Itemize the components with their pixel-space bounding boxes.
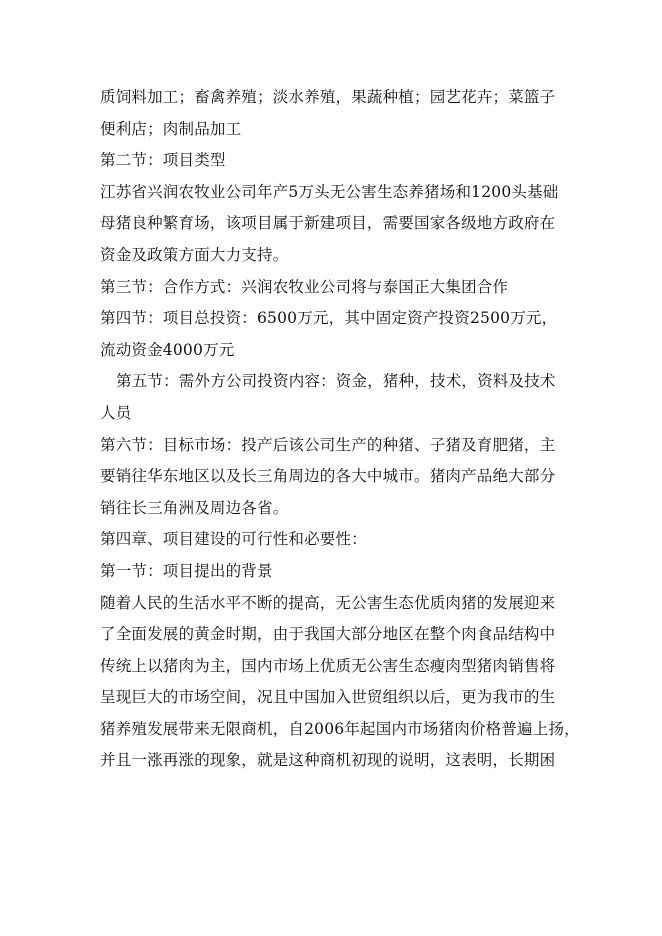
text-line: 母猪良种繁育场，该项目属于新建项目，需要国家各级地方政府在: [100, 214, 556, 233]
text-line: 质饲料加工；畜禽养殖；淡水养殖，果蔬种植；园艺花卉；菜篮子: [100, 88, 556, 106]
text-line: 流动资金4000万元: [100, 340, 235, 359]
chapter-heading: 第四章、项目建设的可行性和必要性：: [100, 530, 367, 549]
text-line: 销往长三角洲及周边各省。: [100, 498, 289, 517]
text-line: 并且一涨再涨的现象，就是这种商机初现的说明，这表明，长期困: [100, 751, 556, 770]
document-body: [100, 82, 580, 777]
text-line: 江苏省兴润农牧业公司年产5万头无公害生态养猪场和1200头基础: [100, 182, 559, 201]
text-line: 便利店；肉制品加工: [100, 119, 242, 138]
section-heading: 第六节：目标市场：投产后该公司生产的种猪、子猪及育肥猪，主: [100, 435, 556, 454]
text-line: 资金及政策方面大力支持。: [100, 245, 289, 264]
section-heading: 第一节：项目提出的背景: [100, 561, 273, 580]
section-heading: 第三节：合作方式：兴润农牧业公司将与泰国正大集团合作: [100, 277, 509, 296]
text-line: 传统上以猪肉为主，国内市场上优质无公害生态瘦肉型猪肉销售将: [100, 656, 556, 675]
text-line: 人员: [100, 403, 132, 422]
section-heading: 第五节：需外方公司投资内容：资金，猪种，技术，资料及技术: [116, 372, 556, 391]
text-line: 呈现巨大的市场空间，况且中国加入世贸组织以后，更为我市的生: [100, 688, 556, 707]
section-heading: 第四节：项目总投资：6500万元，其中固定资产投资2500万元，: [100, 309, 558, 328]
text-line: 猪养殖发展带来无限商机，自2006年起国内市场猪肉价格普遍上扬，: [100, 719, 580, 738]
text-line: 随着人民的生活水平不断的提高，无公害生态优质肉猪的发展迎来: [100, 593, 556, 612]
section-heading: 第二节：项目类型: [100, 151, 226, 170]
text-line: 要销往华东地区以及长三角周边的各大中城市。猪肉产品绝大部分: [100, 467, 556, 486]
text-line: 了全面发展的黄金时期，由于我国大部分地区在整个肉食品结构中: [100, 625, 556, 644]
